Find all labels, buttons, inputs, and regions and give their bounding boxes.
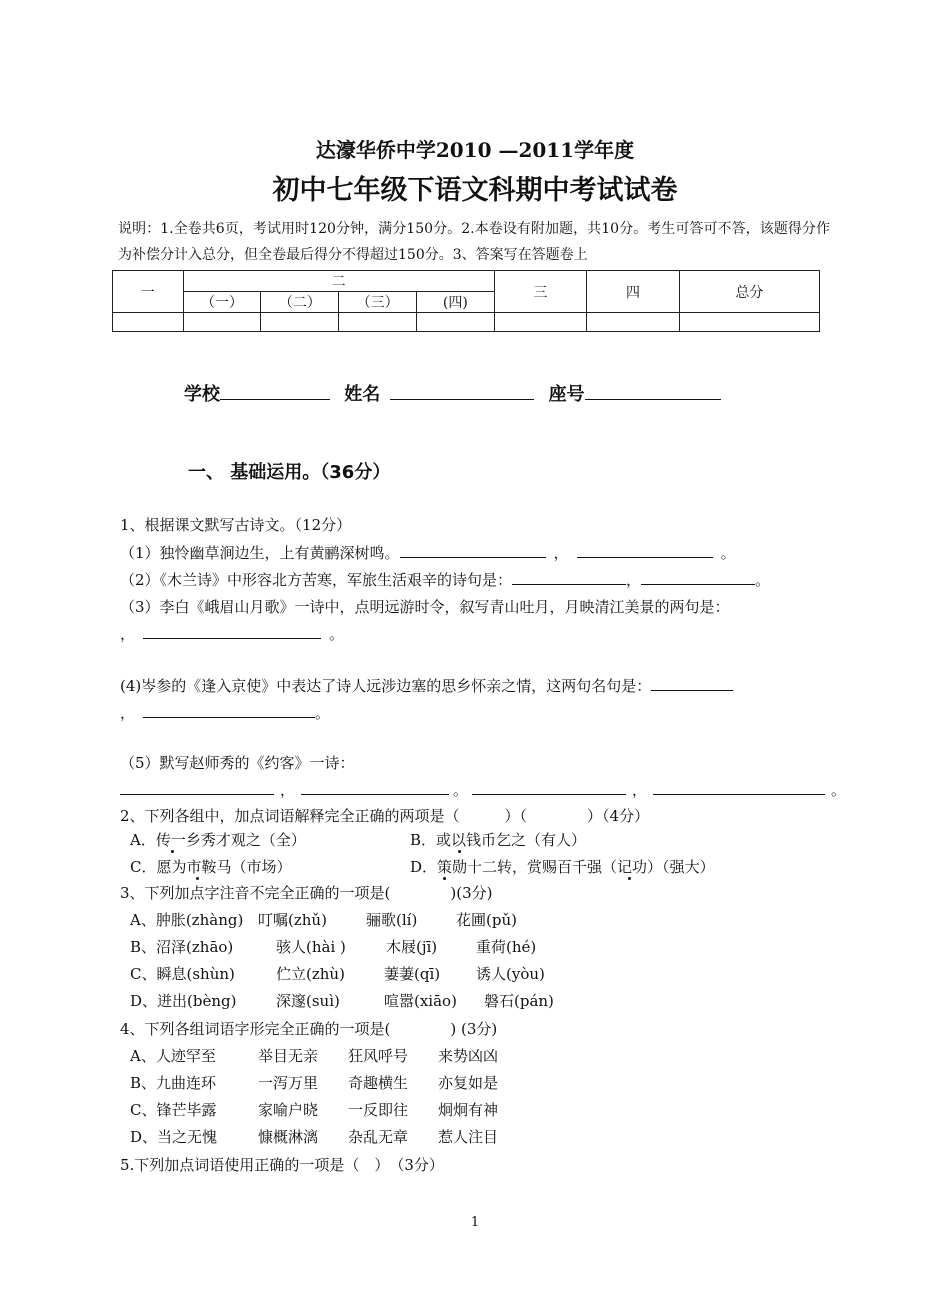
score-cell[interactable]	[183, 313, 261, 332]
school-heading: 达濠华侨中学2010 —2011学年度	[315, 138, 635, 162]
score-cell[interactable]	[339, 313, 417, 332]
score-header-total: 总分	[679, 271, 819, 313]
page-number: 1	[470, 1215, 480, 1230]
q2-option-b[interactable]: B．或以钱币乞之（有人）	[410, 831, 587, 849]
q1-part3: （3）李白《峨眉山月歌》一诗中，点明远游时令，叙写青山吐月，月映清江美景的两句是：	[120, 598, 730, 616]
answer-blank[interactable]	[653, 780, 825, 795]
answer-blank[interactable]	[120, 780, 274, 795]
answer-blank[interactable]	[143, 703, 315, 718]
name-label: 姓名	[344, 384, 381, 405]
school-label: 学校	[184, 384, 220, 405]
q1-part2: （2）《木兰诗》中形容北方苦寒，军旅生活艰辛的诗句是： ， 。	[120, 571, 771, 589]
answer-blank[interactable]	[651, 676, 733, 691]
q3-option-d[interactable]: D、迸出(bèng) 深邃(suì) 喧嚣(xiāo) 磐石(pán)	[130, 992, 554, 1010]
q1-part4-answer: ， 。	[120, 704, 331, 722]
answer-blank[interactable]	[301, 780, 449, 795]
q4-option-c[interactable]: C、锋芒毕露 家喻户晓 一反即往 炯炯有神	[130, 1101, 499, 1119]
student-info-row	[184, 380, 721, 406]
q2-title: 2、下列各组中，加点词语解释完全正确的两项是（ ）（ ）（4分）	[120, 807, 650, 825]
emphasis-dot	[171, 850, 174, 853]
answer-blank[interactable]	[641, 570, 755, 585]
q1-part1: （1）独怜幽草涧边生，上有黄鹂深树鸣。 ， 。	[120, 544, 736, 562]
q1-part3-answer: ， 。	[120, 625, 345, 643]
exam-instructions: 说明：1.全卷共6页，考试用时120分钟，满分150分。2.本卷设有附加题，共10分。考生可答可不答，该题得分作为补偿分计入总分，但全卷最后得分不得超过150分。3、答案写在答题卷上	[118, 221, 830, 263]
score-sub-2: （二）	[261, 292, 339, 313]
page-title: 初中七年级下语文科期中考试试卷	[272, 175, 678, 206]
score-header-4: 四	[587, 271, 680, 313]
seat-label: 座号	[548, 384, 585, 405]
score-header-2: 二	[183, 271, 494, 292]
q4-option-b[interactable]: B、九曲连环 一泻万里 奇趣横生 亦复如是	[130, 1074, 499, 1092]
score-table	[112, 270, 820, 332]
score-cell[interactable]	[113, 313, 184, 332]
emphasis-dot	[196, 877, 199, 880]
q1-part5-answer: ， 。 ， 。	[120, 779, 846, 800]
score-sub-3: （三）	[339, 292, 417, 313]
name-field[interactable]	[390, 383, 534, 400]
q2-option-d[interactable]: D．策勋十二转，赏赐百千强（记功）（强大）	[410, 858, 715, 876]
q3-option-b[interactable]: B、沼泽(zhāo) 骇人(hài ) 木屐(jī) 重荷(hé)	[130, 938, 537, 956]
score-header-1: 一	[113, 271, 184, 313]
emphasis-dot	[628, 877, 631, 880]
answer-blank[interactable]	[512, 570, 626, 585]
answer-blank[interactable]	[143, 624, 321, 639]
q2-option-a[interactable]: A．传一乡秀才观之（全）	[130, 831, 306, 849]
q1-title: 1、根据课文默写古诗文。（12分）	[120, 516, 352, 534]
q4-title: 4、下列各组词语字形完全正确的一项是( ) (3分)	[120, 1020, 498, 1038]
answer-blank[interactable]	[400, 543, 546, 558]
q3-option-a[interactable]: A、肿胀(zhàng) 叮嘱(zhǔ) 骊歌(lí) 花圃(pǔ)	[130, 911, 517, 929]
seat-field[interactable]	[585, 383, 721, 400]
score-cell[interactable]	[417, 313, 495, 332]
answer-blank[interactable]	[577, 543, 713, 558]
q1-part4: (4)岑参的《逢入京使》中表达了诗人远涉边塞的思乡怀亲之情，这两句名句是：	[120, 675, 733, 696]
q5-title: 5.下列加点词语使用正确的一项是（ ） （3分）	[120, 1156, 444, 1174]
q3-option-c[interactable]: C、瞬息(shùn) 伫立(zhù) 萋萋(qī) 诱人(yòu)	[130, 965, 545, 983]
score-cell[interactable]	[494, 313, 587, 332]
score-sub-1: （一）	[183, 292, 261, 313]
school-field[interactable]	[220, 383, 330, 400]
q4-option-a[interactable]: A、人迹罕至 举目无亲 狂风呼号 来势凶凶	[130, 1047, 499, 1065]
emphasis-dot	[443, 877, 446, 880]
emphasis-dot	[458, 850, 461, 853]
q3-title: 3、下列加点字注音不完全正确的一项是( )(3分)	[120, 884, 493, 902]
score-header-3: 三	[494, 271, 587, 313]
score-cell[interactable]	[679, 313, 819, 332]
answer-blank[interactable]	[472, 780, 626, 795]
q2-option-c[interactable]: C．愿为市鞍马（市场）	[130, 858, 292, 876]
score-cell[interactable]	[261, 313, 339, 332]
q1-part5: （5）默写赵师秀的《约客》一诗：	[120, 754, 355, 772]
score-cell[interactable]	[587, 313, 680, 332]
score-sub-4: (四)	[417, 292, 495, 313]
q4-option-d[interactable]: D、当之无愧 慷概淋漓 杂乱无章 惹人注目	[130, 1128, 499, 1146]
section-heading: 一、 基础运用。（36分）	[188, 462, 391, 483]
